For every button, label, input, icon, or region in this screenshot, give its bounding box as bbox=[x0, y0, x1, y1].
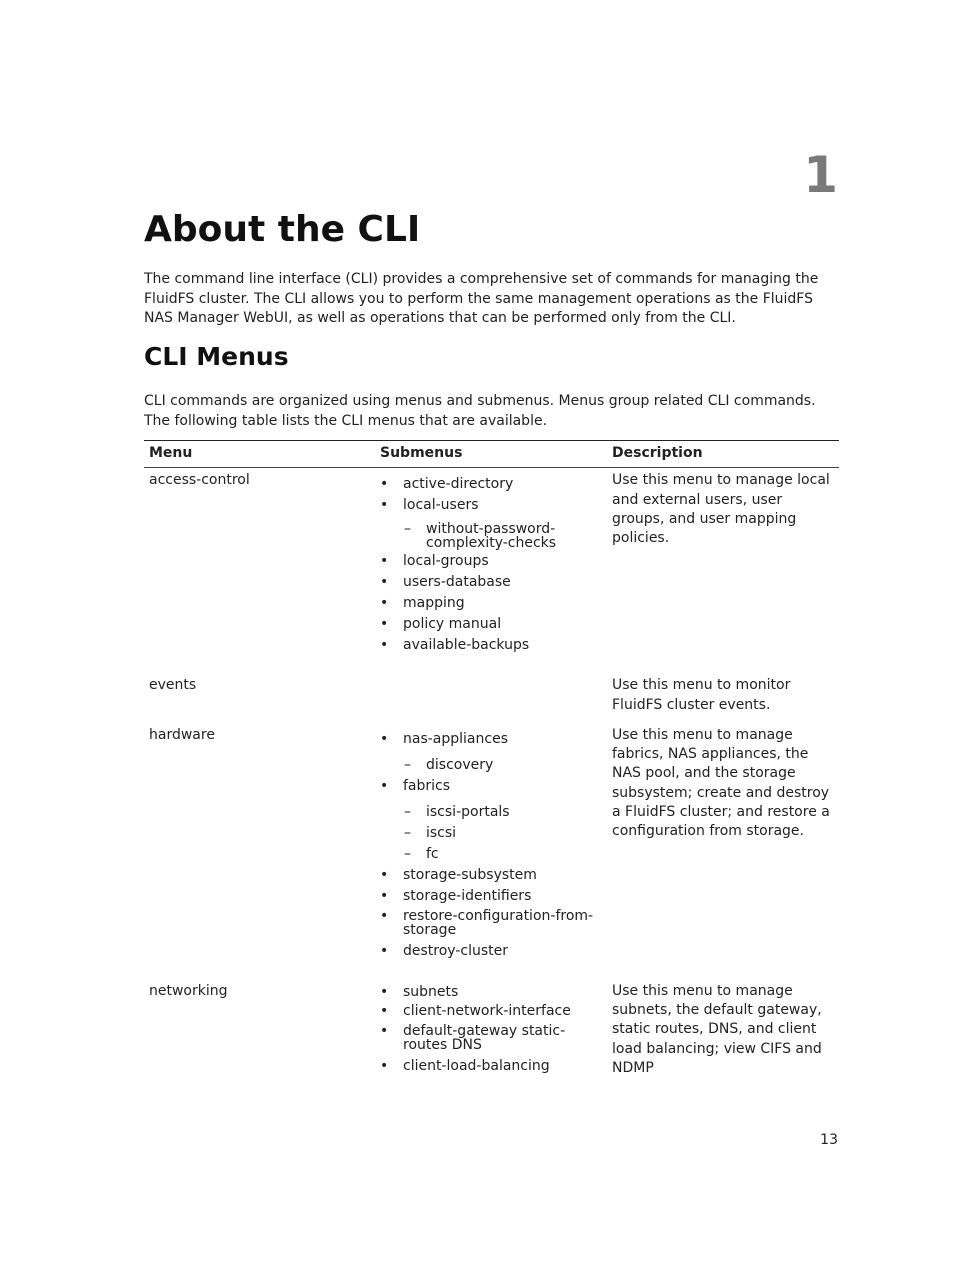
submenus-cell bbox=[375, 468, 607, 674]
submenu-label: storage-subsystem bbox=[403, 866, 537, 883]
submenu-label: local-users bbox=[403, 497, 479, 514]
list-item bbox=[403, 824, 602, 843]
section-intro-paragraph: CLI commands are organized using menus and submenus. Menus group related CLI commands. The following table lists the CLI menus that are available. bbox=[144, 393, 816, 429]
description-cell: Use this menu to manage fabrics, NAS appliances, the NAS pool, and the storage subsystem; create and destroy a FluidFS cluster; and restore a configuration from storage. bbox=[612, 726, 830, 840]
table-row bbox=[144, 468, 839, 674]
bullet-icon: • bbox=[380, 942, 389, 959]
list-item bbox=[380, 887, 602, 906]
submenu-label: available-backups bbox=[403, 637, 530, 654]
list-item bbox=[403, 803, 602, 822]
submenu-label: without-password-complexity-checks bbox=[426, 521, 557, 552]
list-item bbox=[380, 636, 602, 655]
dash-icon: – bbox=[404, 756, 411, 773]
list-item bbox=[380, 1002, 602, 1021]
bullet-icon: • bbox=[380, 595, 389, 612]
page-title: About the CLI bbox=[144, 209, 421, 250]
list-item bbox=[380, 1024, 602, 1052]
table-row bbox=[144, 723, 839, 979]
page-number: 13 bbox=[820, 1132, 838, 1148]
submenu-label: local-groups bbox=[403, 553, 489, 570]
submenu-list bbox=[380, 475, 602, 655]
list-item bbox=[380, 777, 602, 864]
list-item bbox=[380, 496, 602, 550]
submenu-label: discovery bbox=[426, 756, 494, 773]
list-item bbox=[380, 942, 602, 961]
bullet-icon: • bbox=[380, 637, 389, 654]
bullet-icon: • bbox=[380, 1022, 389, 1039]
submenu-list bbox=[380, 983, 602, 1076]
submenu-label: users-database bbox=[403, 574, 511, 591]
cli-menus-table bbox=[144, 440, 839, 1081]
list-item bbox=[380, 615, 602, 634]
nested-submenu-list bbox=[403, 756, 602, 775]
bullet-icon: • bbox=[380, 777, 389, 794]
submenus-cell bbox=[375, 673, 607, 723]
list-item bbox=[380, 983, 602, 1002]
header-submenus: Submenus bbox=[375, 441, 607, 468]
table-row bbox=[144, 673, 839, 723]
submenu-label: subnets bbox=[403, 983, 459, 1000]
submenu-label: destroy-cluster bbox=[403, 942, 508, 959]
submenu-label: nas-appliances bbox=[403, 730, 508, 747]
submenu-label: storage-identifiers bbox=[403, 887, 532, 904]
bullet-icon: • bbox=[380, 616, 389, 633]
menu-cell: events bbox=[149, 677, 197, 694]
list-item bbox=[403, 845, 602, 864]
submenu-label: client-load-balancing bbox=[403, 1057, 550, 1074]
bullet-icon: • bbox=[380, 476, 389, 493]
menu-cell: hardware bbox=[149, 726, 215, 743]
list-item bbox=[403, 756, 602, 775]
dash-icon: – bbox=[404, 521, 411, 538]
submenu-label: policy manual bbox=[403, 616, 502, 633]
submenu-list bbox=[380, 730, 602, 961]
bullet-icon: • bbox=[380, 574, 389, 591]
header-menu: Menu bbox=[144, 441, 375, 468]
list-item bbox=[380, 594, 602, 613]
dash-icon: – bbox=[404, 845, 411, 862]
submenu-label: default-gateway static-routes DNS bbox=[403, 1022, 566, 1053]
table-header-row bbox=[144, 441, 839, 468]
submenu-label: active-directory bbox=[403, 476, 514, 493]
list-item bbox=[380, 475, 602, 494]
submenu-label: iscsi bbox=[426, 824, 457, 841]
submenu-label: restore-configuration-from-storage bbox=[403, 907, 594, 938]
list-item bbox=[380, 573, 602, 592]
submenu-label: client-network-interface bbox=[403, 1002, 571, 1019]
submenus-cell bbox=[375, 723, 607, 979]
list-item bbox=[380, 730, 602, 775]
bullet-icon: • bbox=[380, 907, 389, 924]
bullet-icon: • bbox=[380, 1057, 389, 1074]
bullet-icon: • bbox=[380, 866, 389, 883]
nested-submenu-list bbox=[403, 803, 602, 864]
description-cell: Use this menu to manage subnets, the default gateway, static routes, DNS, and client load balancing; view CIFS and NDMP bbox=[612, 982, 822, 1077]
table-row bbox=[144, 979, 839, 1081]
chapter-number: 1 bbox=[803, 146, 838, 204]
list-item bbox=[380, 909, 602, 937]
bullet-icon: • bbox=[380, 983, 389, 1000]
submenu-label: mapping bbox=[403, 595, 465, 612]
bullet-icon: • bbox=[380, 730, 389, 747]
submenu-label: fc bbox=[426, 845, 439, 862]
bullet-icon: • bbox=[380, 553, 389, 570]
dash-icon: – bbox=[404, 803, 411, 820]
bullet-icon: • bbox=[380, 1002, 389, 1019]
description-cell: Use this menu to monitor FluidFS cluster events. bbox=[612, 677, 791, 713]
menu-cell: access-control bbox=[149, 472, 250, 489]
nested-submenu-list bbox=[403, 522, 602, 550]
description-cell: Use this menu to manage local and external users, user groups, and user mapping policies. bbox=[612, 472, 830, 547]
header-description: Description bbox=[607, 441, 839, 468]
bullet-icon: • bbox=[380, 497, 389, 514]
list-item bbox=[380, 1057, 602, 1076]
list-item bbox=[380, 552, 602, 571]
bullet-icon: • bbox=[380, 887, 389, 904]
submenu-label: iscsi-portals bbox=[426, 803, 510, 820]
intro-paragraph: The command line interface (CLI) provides a comprehensive set of commands for managing the FluidFS cluster. The CLI allows you to perform the same management operations as the FluidFS NAS Manager WebUI, as well as operations that can be performed only from the CLI. bbox=[144, 271, 819, 326]
dash-icon: – bbox=[404, 824, 411, 841]
submenu-label: fabrics bbox=[403, 777, 451, 794]
submenus-cell bbox=[375, 979, 607, 1081]
section-title: CLI Menus bbox=[144, 342, 289, 371]
menu-cell: networking bbox=[149, 982, 228, 999]
list-item bbox=[380, 866, 602, 885]
list-item bbox=[403, 522, 602, 550]
